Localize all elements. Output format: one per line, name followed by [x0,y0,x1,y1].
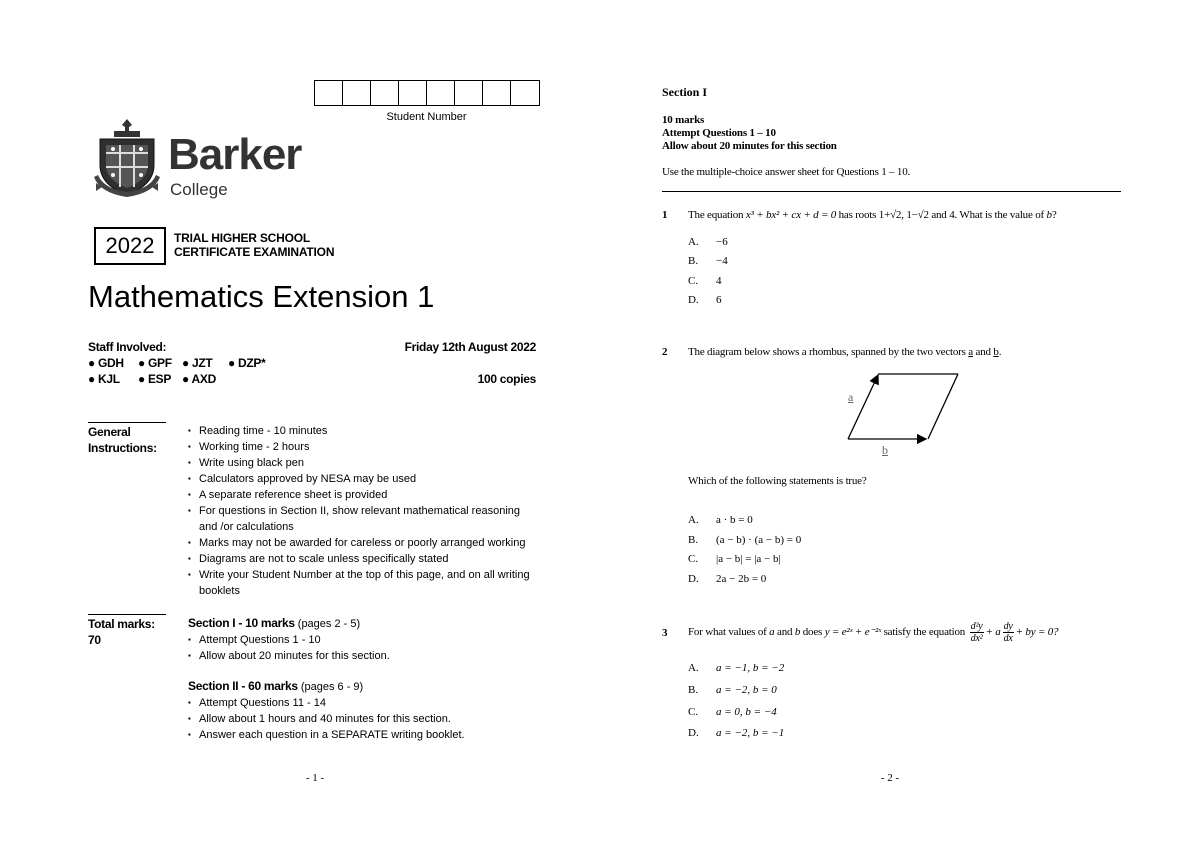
staff-code: ● KJL [88,372,120,386]
answer-option [688,684,777,696]
page-number: - 2 - [880,772,900,784]
answer-option [688,662,784,674]
option-value: −4 [716,255,728,267]
option-letter: D. [688,573,699,585]
divider [88,422,166,423]
q-vector: b [993,346,999,358]
question-prompt: Which of the following statements is true? [688,475,867,487]
option-value: 4 [716,275,722,287]
student-number-label: Student Number [386,111,467,123]
answer-option [688,255,728,267]
answer-option [688,275,722,287]
section2-summary [188,678,538,743]
page-number: - 1 - [305,772,325,784]
option-value: |a − b| = |a − b| [716,553,781,565]
student-number-box [427,81,455,105]
list-item: ▪ Write your Student Number at the top of this page, and on all writing booklets [188,567,538,599]
q-root: 4 [949,209,955,221]
option-letter: B. [688,534,699,546]
q-text: satisfy the equation [883,626,966,639]
option-letter: D. [688,294,699,306]
q-function: y = e²ˣ + e⁻²ˣ [824,626,881,639]
list-item: ▪ A separate reference sheet is provided [188,487,538,503]
answer-option [688,553,781,565]
section-title: Section I [662,85,707,99]
option-letter: C. [688,553,699,565]
divider [88,614,166,615]
total-marks-value: 70 [88,633,101,647]
list-item: ▪ Calculators approved by NESA may be used [188,471,538,487]
option-value: a · b = 0 [716,514,753,526]
staff-row [88,356,278,370]
option-letter: A. [688,514,699,526]
answer-option [688,514,753,526]
q-text: The equation [688,209,744,221]
marks-line: Attempt Questions 1 – 10 [662,127,776,139]
answer-option [688,294,722,306]
q-text: and [975,346,991,358]
divider [662,191,1121,192]
student-number-box [511,81,539,105]
answer-option [688,727,784,739]
exam-date: Friday 12th August 2022 [404,340,536,354]
question-text [688,621,1058,644]
vector-a-arrow [848,375,878,439]
q-var: b [794,626,801,639]
staff-code: ● JZT [182,356,213,370]
staff-code: ● GPF [138,356,172,370]
q-var: b [1046,209,1052,221]
q-text: and [931,209,947,221]
section-marks-info [662,114,837,153]
student-number-box [455,81,483,105]
q-text: has roots [838,209,877,221]
q-text: . What is the value of [954,209,1044,221]
q-text: ? [1051,209,1057,221]
option-value: a = −2, b = −1 [716,727,785,739]
general-instructions-label [88,424,157,456]
staff-label: Staff Involved: [88,340,167,354]
q-text: For what values of [688,626,767,639]
list-item: ▪ Write using black pen [188,455,538,471]
option-letter: B. [688,684,699,696]
list-item: ▪ Working time - 2 hours [188,439,538,455]
option-letter: C. [688,706,699,718]
vector-a-label: a [848,390,854,404]
student-number-box [315,81,343,105]
staff-row [88,372,228,386]
list-item: ▪ Reading time - 10 minutes [188,423,538,439]
brand-sub: College [170,180,228,199]
section1-summary [188,615,538,664]
q-roots: 1+√2, 1−√2 [878,209,929,221]
exam-year: 2022 [94,227,166,265]
fraction-numerator: d²y [970,621,983,632]
list-item: ▪ Attempt Questions 11 - 14 [188,695,538,711]
student-number-box [399,81,427,105]
list-item: ▪ Allow about 20 minutes for this section. [188,648,538,664]
section1-heading: Section I - 10 marks [188,616,295,630]
q-text: The diagram below shows a rhombus, spanned by the two vectors [688,346,966,358]
general-label-line1: General [88,425,131,439]
section1-pages: (pages 2 - 5) [297,618,361,630]
general-label-line2: Instructions: [88,441,157,455]
question-text [688,209,1057,221]
fraction-denominator: dx² [970,633,983,644]
q-vector: a [968,346,973,358]
option-value: a = 0, b = −4 [716,706,777,718]
option-letter: A. [688,236,699,248]
q-text: . [998,346,1002,358]
option-value: −6 [716,236,728,248]
exam-title-line2: CERTIFICATE EXAMINATION [174,245,335,259]
answer-option [688,534,801,546]
general-instructions-list [188,423,538,599]
section2-pages: (pages 6 - 9) [300,681,364,693]
q-equation: x³ + bx² + cx + d = 0 [745,209,837,221]
answer-sheet-note: Use the multiple-choice answer sheet for Questions 1 – 10. [662,166,911,178]
brand-name: Barker [168,130,302,179]
option-value: a = −2, b = 0 [716,684,777,696]
list-item: ▪ For questions in Section II, show relevant mathematical reasoning and /or calculations [188,503,538,535]
staff-code: ● ESP [138,372,172,386]
fraction-numerator: dy [1003,621,1013,632]
subject-title: Mathematics Extension 1 [88,279,435,314]
staff-code: ● DZP* [228,356,266,370]
list-item: ▪ Diagrams are not to scale unless specifically stated [188,551,538,567]
option-value: 2a − 2b = 0 [716,573,767,585]
student-number-box [343,81,371,105]
student-number-box [483,81,511,105]
total-marks-label: Total marks: [88,617,155,631]
list-item: ▪ Marks may not be awarded for careless or poorly arranged working [188,535,538,551]
option-letter: D. [688,727,699,739]
q-var: a [769,626,775,639]
fraction [1003,621,1014,644]
student-number-boxes [314,80,540,106]
school-crest-icon [92,117,162,201]
fraction-denominator: dx [1003,633,1013,644]
question-number: 1 [662,209,668,221]
q-text: does [802,626,823,639]
fraction [970,621,984,644]
option-letter: B. [688,255,699,267]
option-letter: A. [688,662,699,674]
list-item: ▪ Answer each question in a SEPARATE writing booklet. [188,727,538,743]
total-marks [88,616,155,648]
marks-line: 10 marks [662,114,705,126]
section2-heading: Section II - 60 marks [188,679,298,693]
marks-line: Allow about 20 minutes for this section [662,140,837,152]
rhombus-diagram [840,366,970,462]
question-text [688,346,1001,358]
answer-option [688,706,777,718]
staff-code: ● GDH [88,356,124,370]
answer-option [688,236,728,248]
q-term: + a [985,626,1001,639]
list-item: ▪ Allow about 1 hours and 40 minutes for this section. [188,711,538,727]
staff-code: ● AXD [182,372,216,386]
q-text: and [777,626,793,639]
rhombus-edge [928,374,958,439]
question-number: 3 [662,627,668,639]
option-value: 6 [716,294,722,306]
copies-count: 100 copies [477,372,536,386]
student-number-box [371,81,399,105]
exam-title-line1: TRIAL HIGHER SCHOOL [174,231,310,245]
option-value: (a − b) · (a − b) = 0 [716,534,802,546]
answer-option [688,573,766,585]
list-item: ▪ Attempt Questions 1 - 10 [188,632,538,648]
exam-title [174,231,334,259]
option-value: a = −1, b = −2 [716,662,785,674]
question-number: 2 [662,346,668,358]
option-letter: C. [688,275,699,287]
vector-b-label: b [882,443,888,457]
q-term: + by = 0? [1015,626,1059,639]
